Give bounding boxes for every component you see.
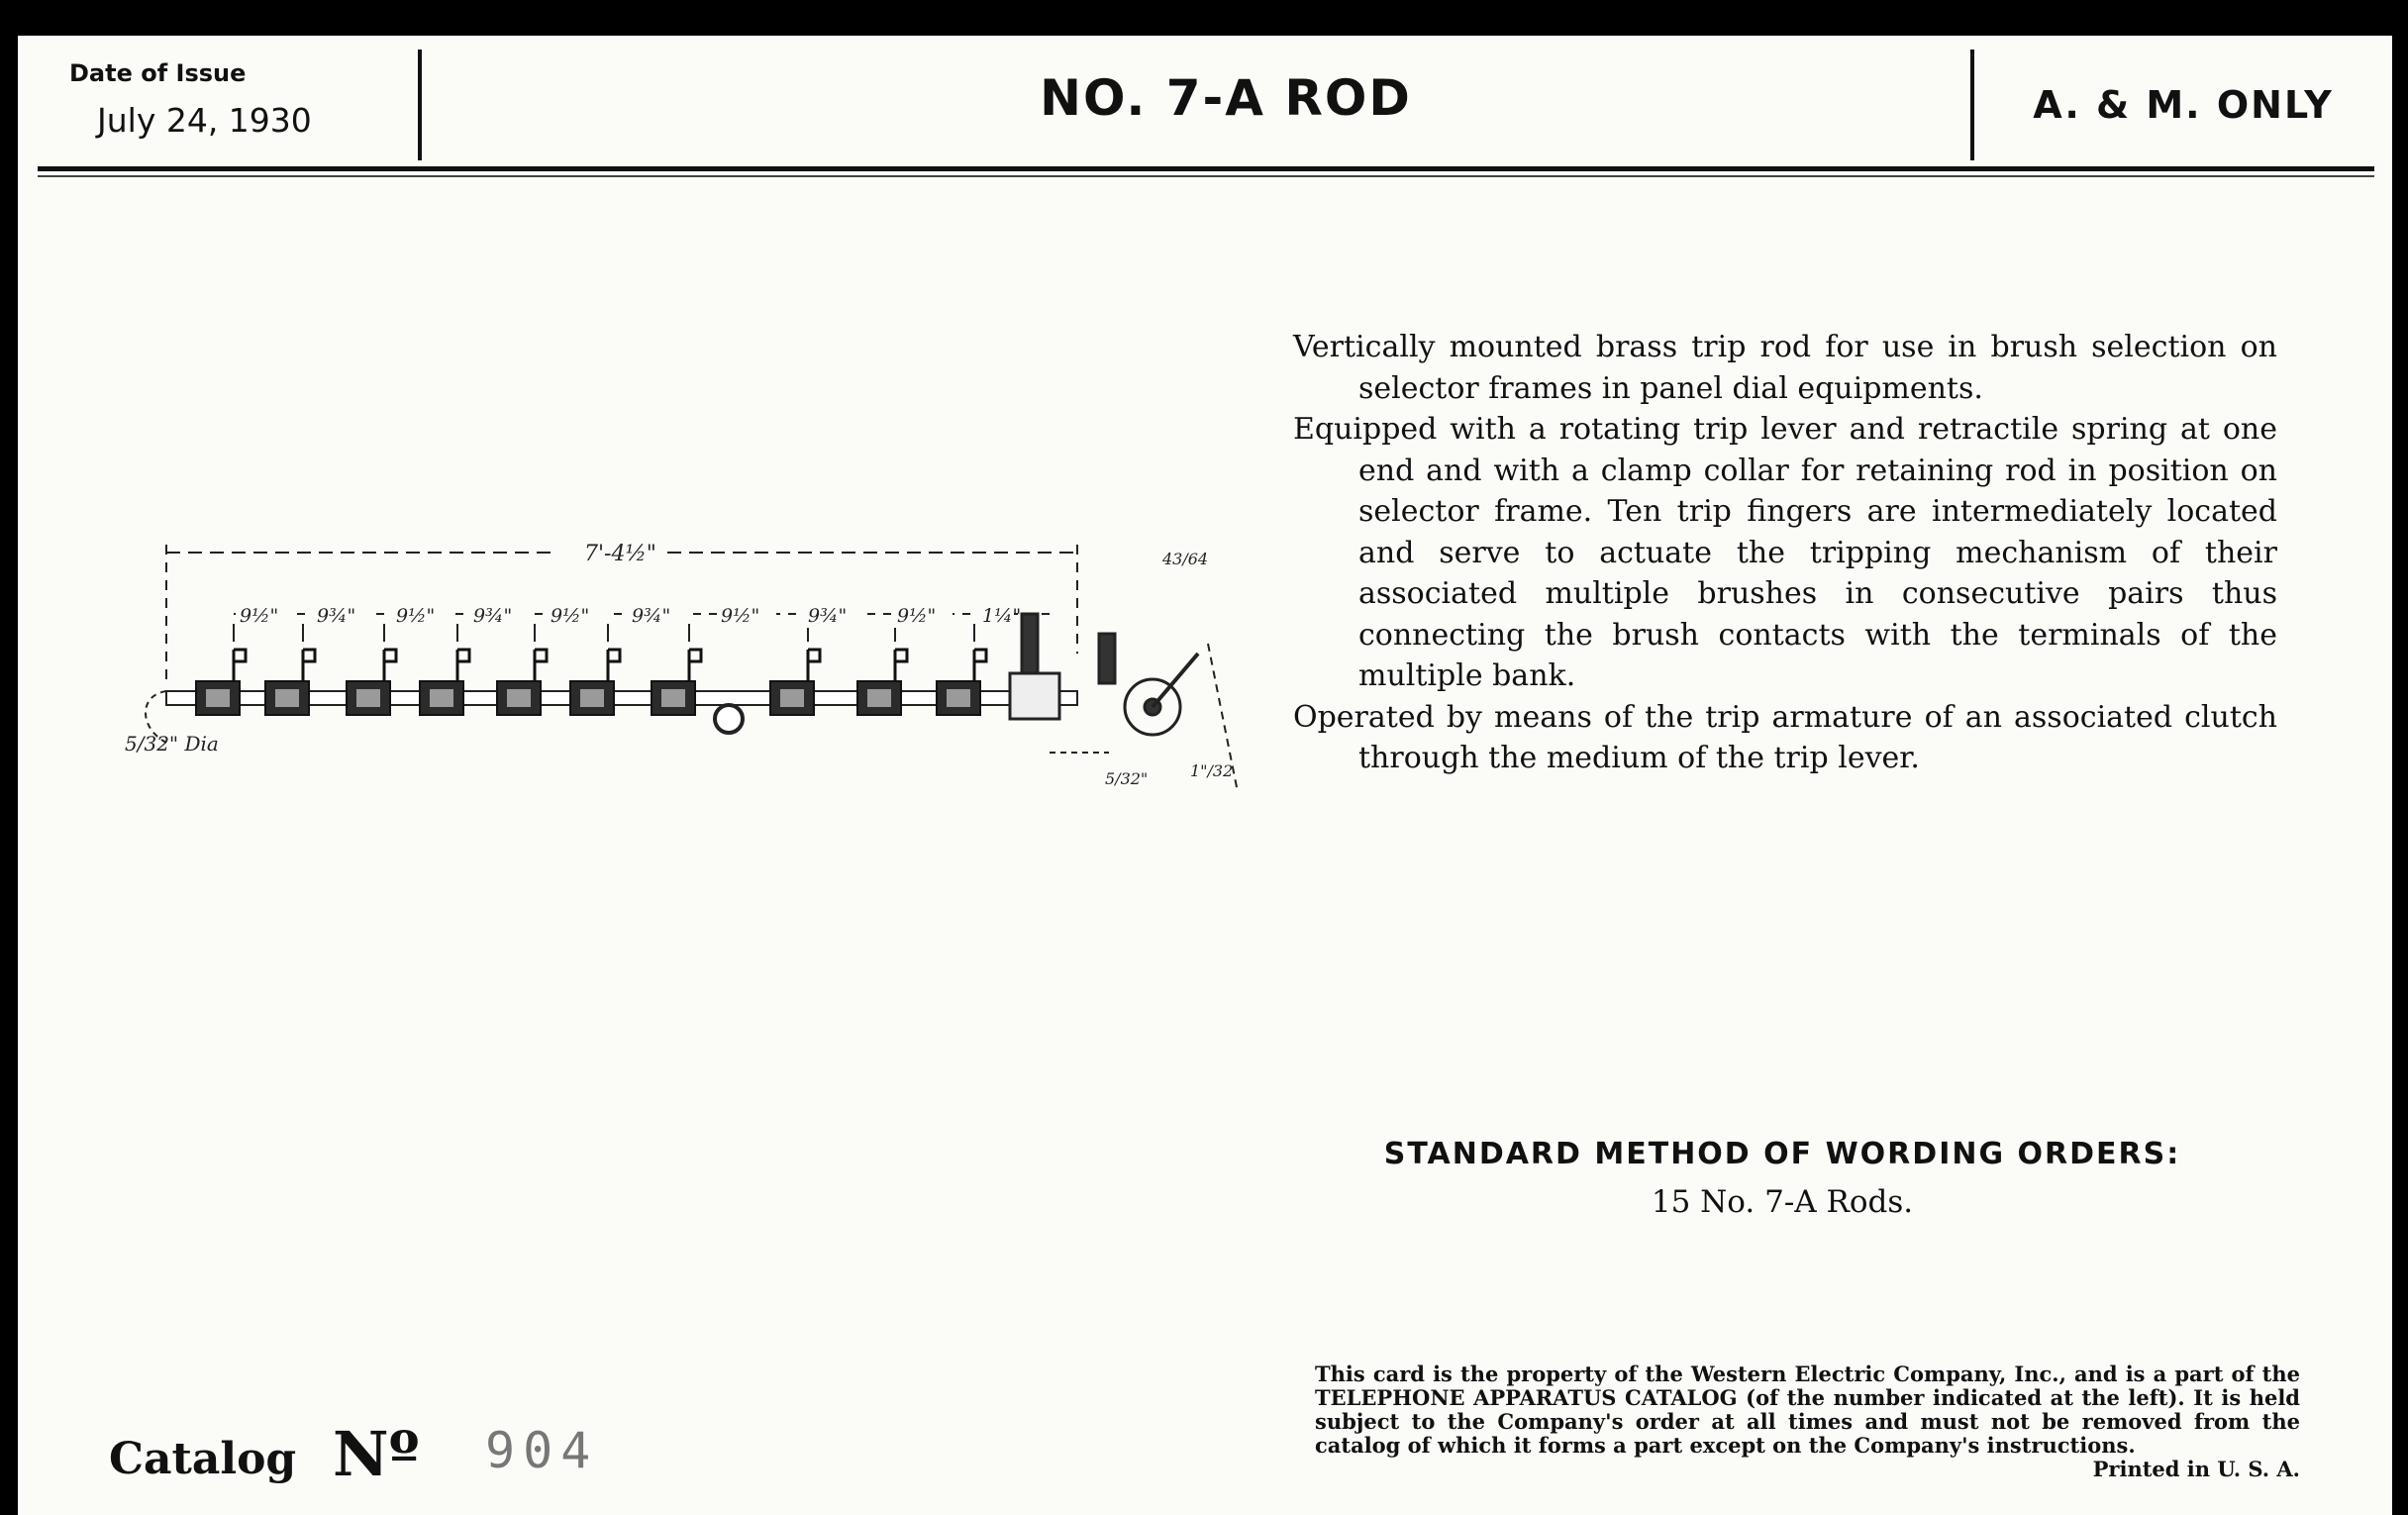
ordering-example: 15 No. 7-A Rods. [1651,1184,1914,1220]
spacing-label: 9¾" [473,605,513,627]
spacing-label: 9¾" [317,605,356,627]
printed-in-label: Printed in U. S. A. [2092,1457,2300,1481]
spacing-label: 9½" [551,605,590,627]
spacing-label: 1¼" [982,605,1022,627]
trip-finger [265,624,315,715]
usage-limitation: A. & M. ONLY [2033,83,2334,127]
date-of-issue-label: Date of Issue [69,59,247,87]
spacing-label: 9½" [396,605,436,627]
header-divider-left [418,50,422,160]
retractile-spring [1022,614,1038,673]
header-rule [38,166,2374,171]
lever-offset-label: 43/64 [1162,550,1209,568]
spacing-label: 9¾" [808,605,848,627]
catalog-no-label: Nº [333,1418,420,1490]
trip-finger [937,624,986,715]
card-title: NO. 7-A ROD [1040,69,1412,127]
trip-finger [420,624,469,715]
description-paragraph: Operated by means of the trip armature of an associated clutch through the medium of the trip lever. [1293,699,2277,775]
spacing-labels [236,602,1021,628]
description-paragraph: Equipped with a rotating trip lever and retractile spring at one end and with a clamp collar for retaining rod in position on selector frame. Ten trip fingers are intermediately located and serve to actuate the tripping mechanism of their associated multiple brushes in consecutive pairs thus connecting the brush contacts with the terminals of the multiple bank. [1293,412,2277,693]
overall-length-label: 7'-4½" [584,542,656,566]
card-header [18,36,2374,164]
spacing-label: 9½" [897,605,937,627]
trip-finger [652,624,701,715]
trip-lever [1010,673,1059,719]
description-paragraph: Vertically mounted brass trip rod for use in brush selection on selector frames in panel dial equipments. [1293,330,2277,406]
spacing-label: 9¾" [632,605,671,627]
spring-end-view [1099,634,1115,683]
header-divider-right [1970,50,1974,160]
spacing-label: 9½" [721,605,760,627]
property-notice-text: This card is the property of the Western Electric Company, Inc., and is a part of the TELEPHONE APPARATUS CATALOG (of the number indicated at the left). It is held subject to the Company's order at all times and must not be removed from the catalog of which it forms a part except on the Company's instructions. [1315,1362,2300,1458]
lever-radius-label: 1"/32 [1190,761,1234,780]
rod-diameter-label: 5/32" Dia [125,732,219,756]
trip-finger [497,624,547,715]
spacing-label: 9½" [240,605,279,627]
product-description [1293,327,2277,779]
clamp-collar [715,705,743,733]
ordering-heading: STANDARD METHOD OF WORDING ORDERS: [1383,1137,2181,1171]
header-rule-thin [38,175,2374,177]
trip-finger [770,624,820,715]
date-of-issue-value: July 24, 1930 [97,101,312,140]
end-offset-label: 5/32" [1105,769,1149,788]
property-notice [1315,1363,2300,1481]
trip-finger [570,624,620,715]
trip-finger [347,624,396,715]
catalog-label: Catalog [109,1434,297,1484]
trip-finger [196,624,246,715]
catalog-number: 904 [485,1422,599,1479]
rod-drawing [119,525,1248,812]
trip-finger [857,624,907,715]
